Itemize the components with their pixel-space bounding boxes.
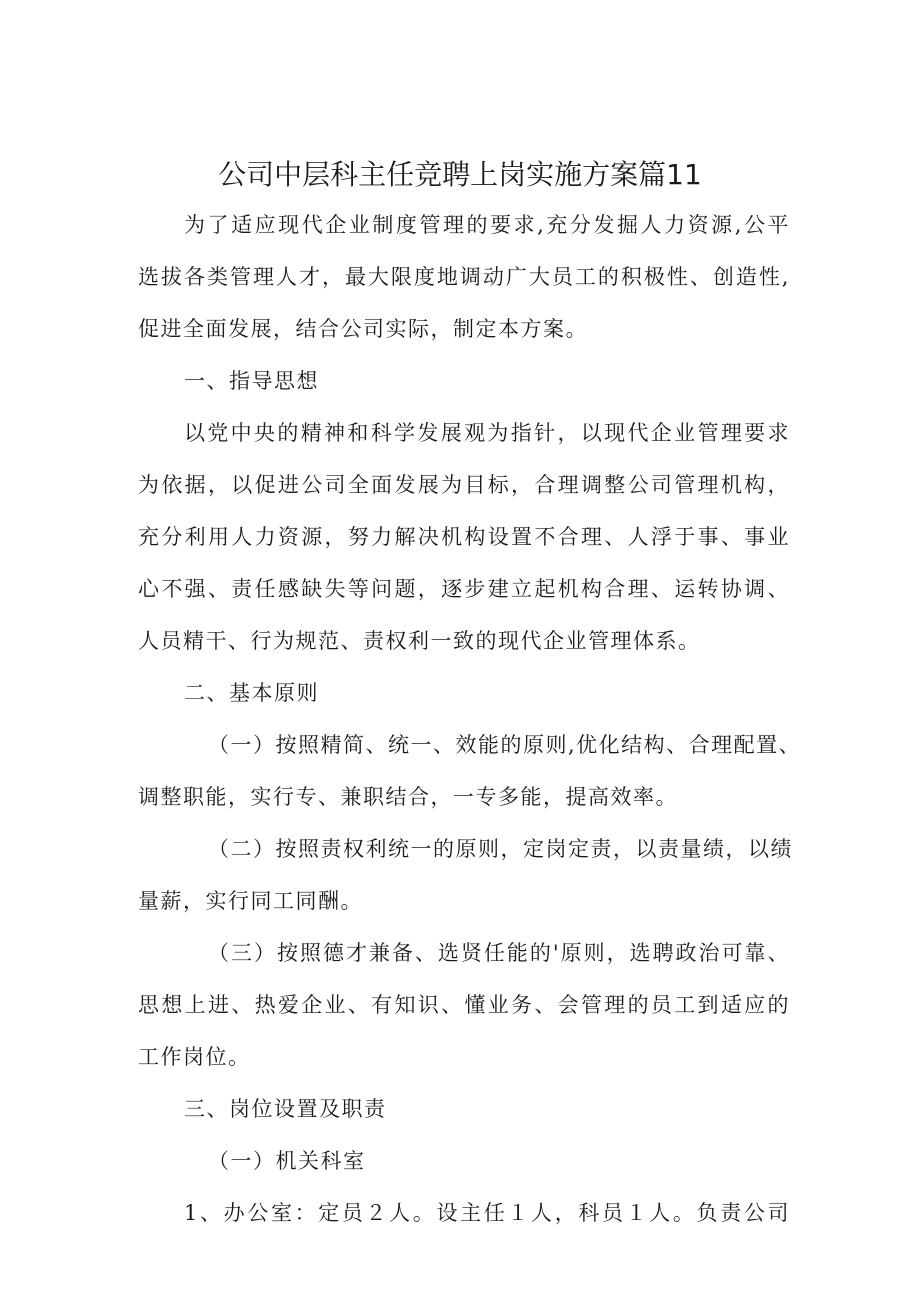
paragraph-line: 工作岗位。 bbox=[138, 1045, 251, 1069]
document-title: 公司中层科主任竞聘上岗实施方案篇11 bbox=[218, 158, 702, 191]
paragraph-line: （二）按照责权利统一的原则，定岗定责，以责量绩，以绩 bbox=[208, 837, 793, 861]
paragraph-line: 调整职能，实行专、兼职结合，一专多能，提高效率。 bbox=[138, 785, 678, 809]
paragraph-line: 选拔各类管理人才，最大限度地调动广大员工的积极性、创造性, bbox=[138, 265, 790, 289]
paragraph-line: 心不强、责任感缺失等问题，逐步建立起机构合理、运转协调、 bbox=[138, 577, 790, 601]
paragraph-line: 以党中央的精神和科学发展观为指针，以现代企业管理要求 bbox=[184, 421, 790, 445]
paragraph-line: 人员精干、行为规范、责权利一致的现代企业管理体系。 bbox=[138, 629, 701, 653]
section-heading: 二、基本原则 bbox=[184, 681, 319, 705]
paragraph-line: 为依据，以促进公司全面发展为目标，合理调整公司管理机构， bbox=[138, 473, 790, 497]
subsection-heading: （一）机关科室 bbox=[208, 1149, 366, 1173]
paragraph-line: 量薪，实行同工同酬。 bbox=[138, 889, 363, 913]
paragraph-line: （一）按照精简、统一、效能的原则,优化结构、合理配置、 bbox=[208, 733, 802, 757]
paragraph-line: 充分利用人力资源，努力解决机构设置不合理、人浮于事、事业 bbox=[138, 525, 790, 549]
paragraph-line: 思想上进、热爱企业、有知识、懂业务、会管理的员工到适应的 bbox=[138, 993, 790, 1017]
section-heading: 三、岗位设置及职责 bbox=[184, 1097, 387, 1121]
paragraph-line: （三）按照德才兼备、选贤任能的'原则，选聘政治可靠、 bbox=[208, 941, 790, 965]
paragraph-line: 为了适应现代企业制度管理的要求,充分发掘人力资源,公平 bbox=[184, 213, 790, 237]
paragraph-line: 1、办公室：定员２人。设主任１人，科员１人。负责公司 bbox=[184, 1201, 790, 1225]
section-heading: 一、指导思想 bbox=[184, 369, 319, 393]
paragraph-line: 促进全面发展，结合公司实际，制定本方案。 bbox=[138, 317, 588, 341]
